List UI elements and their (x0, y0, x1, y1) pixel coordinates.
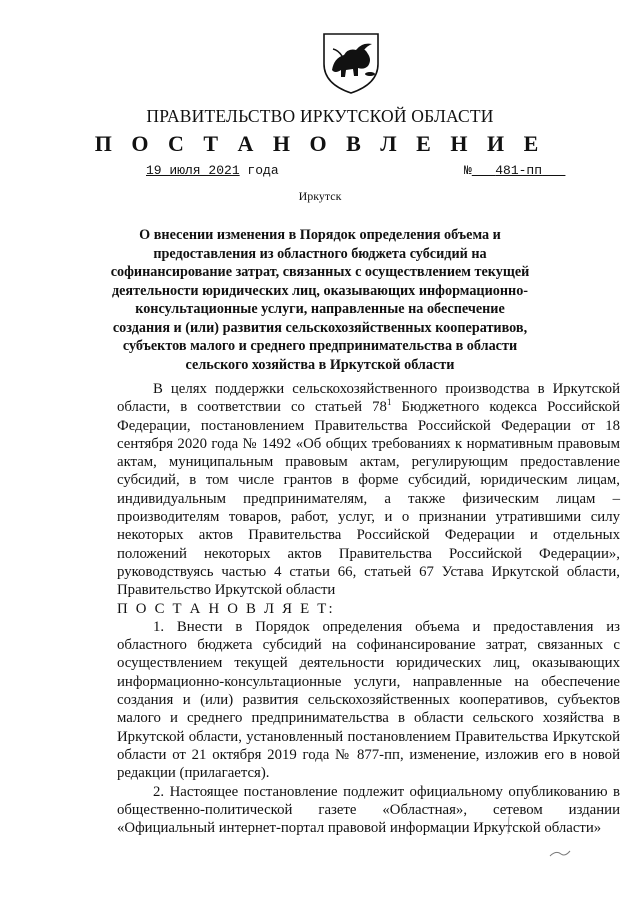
item-2-paragraph: 2. Настоящее постановление подлежит официальному опубликованию в общественно-политической газете «Областная», сетевом издании «Официальный интернет-портал правовой информации Иркутской области» (117, 783, 620, 837)
decree-word: П О С Т А Н О В Л Я Е Т: (117, 600, 335, 617)
footnote-superscript: 1 (386, 397, 392, 408)
document-type-title: П О С Т А Н О В Л Е Н И Е (94, 131, 546, 156)
item-1-paragraph: 1. Внести в Порядок определения объема и предоставления из областного бюджета субсидий на софинансирование затрат, связанных с осуществлением текущей деятельности юридических лиц, оказывающих информационно-консультационные услуги, направленные на обеспечение создания и (или) развития сельскохозяйственных кооперативов, субъектов малого и среднего предпринимательства в области сельского хозяйства в Иркутской области, установленный постановлением Правительства Иркутской области от 21 октября 2019 года № 877-пп, изменение, изложив его в новой редакции (прилагается). (117, 618, 620, 782)
document-number (464, 163, 565, 178)
coat-of-arms-emblem (318, 30, 384, 96)
date-suffix: года (239, 163, 279, 178)
organization-title: ПРАВИТЕЛЬСТВО ИРКУТСКОЙ ОБЛАСТИ (146, 106, 494, 126)
document-date (146, 163, 279, 178)
number-value: 481-пп (495, 163, 543, 178)
number-prefix: № (464, 163, 472, 178)
pen-mark-small (505, 814, 513, 836)
preamble-paragraph: В целях поддержки сельскохозяйственного производства в Иркутской области, в соответствии со статьей $78^1$ Бюджетного кодекса Российской Федерации, постановлением Правительства Российской Федерации от 18 сентября 2020 года № 1492 «Об общих требованиях к нормативным правовым актам, муниципальным правовым актам, регулирующим предоставление субсидий, в том числе грантов в форме субсидий, юридическим лицам, индивидуальным предпринимателям, а также физическим лицам – производителям товаров, работ, услуг, и о признании утратившими силу некоторых актов Правительства Российской Федерации и отдельных положений некоторых актов Правительства Российской Федерации», руководствуясь частью 4 статьи 66, статьей 67 Устава Иркутской области, Правительство Иркутской области (117, 381, 620, 599)
document-subject: О внесении изменения в Порядок определения объема и предоставления из областного бюджета субсидий на софинансирование затрат, связанных с осуществлением текущей деятельности юридических лиц, оказывающих информационно-консультационные услуги, направленные на обеспечение создания и (или) развития сельскохозяйственных кооперативов, субъектов малого и среднего предпринимательства в области сельского хозяйства в Иркутской области (110, 227, 530, 373)
document-body (117, 380, 620, 837)
pen-mark (548, 846, 572, 860)
city-label: Иркутск (298, 189, 342, 203)
date-value: 19 июля 2021 (146, 163, 240, 178)
